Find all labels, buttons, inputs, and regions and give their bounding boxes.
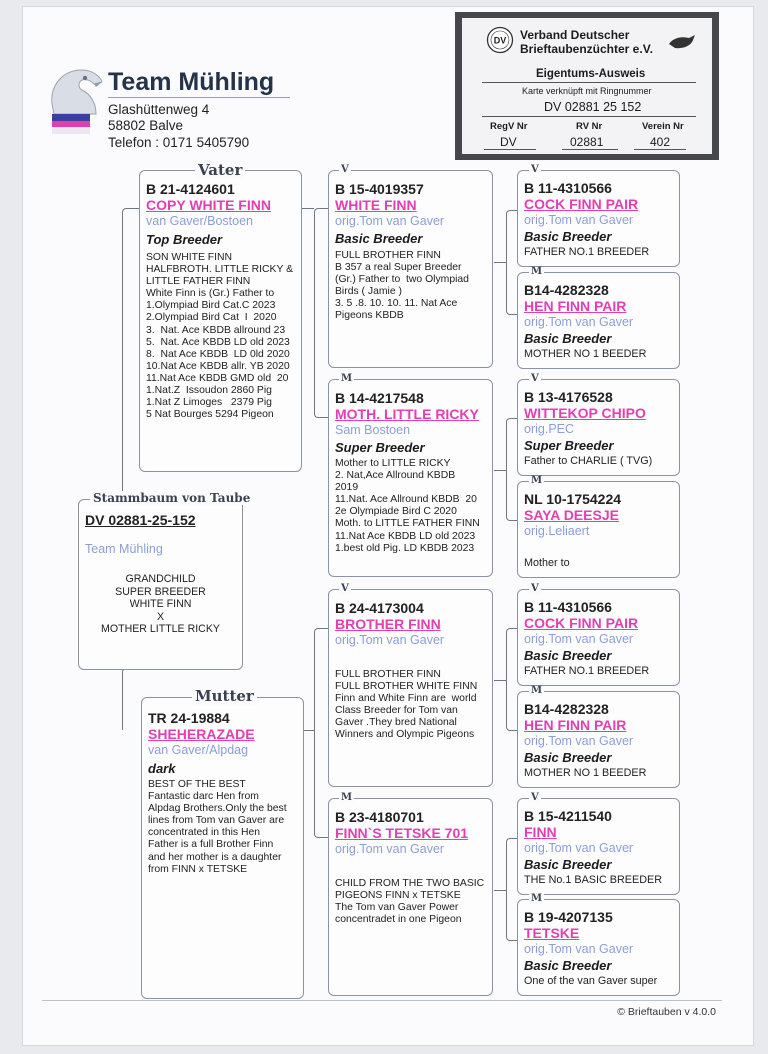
- ownership-card: [455, 12, 719, 160]
- pigeon-box-mmf: [517, 798, 680, 895]
- pigeon-remarks: One of the van Gaver super: [524, 975, 658, 987]
- female-symbol: M: [531, 266, 543, 277]
- ring-number: B 21-4124601: [146, 181, 235, 197]
- header-divider: [108, 97, 290, 98]
- pigeon-box-fff: [517, 170, 680, 267]
- pigeon-quality: Top Breeder: [146, 232, 223, 247]
- pigeon-remarks: MOTHER NO 1 BEEDER: [524, 348, 647, 360]
- pigeon-box-fmf: [517, 379, 680, 476]
- pigeon-quality: Basic Breeder: [524, 857, 612, 872]
- ring-number: B 19-4207135: [524, 909, 613, 925]
- address-street: Glashüttenweg 4: [108, 102, 210, 117]
- connector-line: [314, 628, 328, 838]
- ring-number: NL 10-1754224: [524, 491, 622, 507]
- pigeon-box-fm: [328, 379, 493, 577]
- male-symbol: V: [341, 164, 349, 175]
- pigeon-origin: orig.Tom van Gaver: [524, 734, 634, 748]
- pigeon-name: COCK FINN PAIR: [524, 615, 639, 631]
- pigeon-remarks: Father to CHARLIE ( TVG): [524, 455, 653, 467]
- pigeon-box-mm: [328, 798, 493, 996]
- pigeon-remarks: CHILD FROM THE TWO BASIC PIGEONS FINN x TETSKE The Tom van Gaver Power concentradet in one Pigeon: [335, 878, 485, 926]
- male-symbol: V: [531, 164, 539, 175]
- subject-ring-number: DV 02881-25-152: [85, 512, 196, 528]
- association-seal-icon: [486, 26, 514, 54]
- pigeon-origin: orig.Leliaert: [524, 524, 590, 538]
- connector-line: [494, 470, 506, 471]
- pigeon-quality: [335, 649, 486, 666]
- pigeon-box-mfm: [517, 691, 680, 788]
- association-name-line1: Verband Deutscher: [520, 28, 630, 42]
- connector-line: [494, 890, 506, 891]
- ring-number: B14-4282328: [524, 282, 609, 298]
- card-divider: [634, 149, 686, 150]
- subject-owner: Team Mühling: [85, 542, 163, 556]
- ring-number: B14-4282328: [524, 701, 609, 717]
- seal-text: DV: [493, 35, 507, 46]
- pigeon-remarks: MOTHER NO 1 BEEDER: [524, 767, 647, 779]
- pigeon-quality: Super Breeder: [524, 438, 614, 453]
- female-symbol: M: [531, 475, 543, 486]
- ring-number: B 11-4310566: [524, 180, 612, 196]
- female-symbol: M: [341, 792, 353, 803]
- connector-line: [302, 208, 314, 209]
- pigeon-name: WHITE FINN: [335, 197, 417, 213]
- pigeon-name: FINN: [524, 824, 557, 840]
- female-symbol: M: [341, 373, 353, 384]
- regv-value: DV: [500, 135, 517, 149]
- pigeon-box-fmm: [517, 481, 680, 578]
- pigeon-name: SHEHERAZADE: [148, 726, 255, 742]
- pigeon-remarks: FATHER NO.1 BREEDER: [524, 665, 650, 677]
- pigeon-name: WITTEKOP CHIPO: [524, 405, 646, 421]
- ring-number: TR 24-19884: [148, 710, 230, 726]
- pigeon-remarks: Mother to LITTLE RICKY 2. Nat,Ace Allround KBDB 2019 11.Nat. Ace Allround KBDB 20 2e Olympiade Bird C 2020 Moth. to LITTLE FATHER FINN 11.Nat Ace KBDB LD old 2023 1.best old Pig. LD KBDB 2023: [335, 458, 480, 554]
- pigeon-quality: Basic Breeder: [524, 958, 612, 973]
- mother-heading: Mutter: [192, 687, 257, 705]
- subject-remarks: GRANDCHILD SUPER BREEDER WHITE FINN X MOTHER LITTLE RICKY: [101, 573, 220, 636]
- pigeon-remarks: Mother to: [524, 557, 570, 569]
- female-symbol: M: [531, 685, 543, 696]
- pedigree-heading: Stammbaum von Taube: [90, 491, 253, 505]
- connector-line: [494, 680, 506, 681]
- pigeon-origin: orig.Tom van Gaver: [335, 633, 445, 647]
- ring-number: B 15-4211540: [524, 808, 612, 824]
- male-symbol: V: [341, 583, 349, 594]
- pigeon-origin: van Gaver/Bostoen: [146, 214, 254, 228]
- pigeon-name: HEN FINN PAIR: [524, 298, 627, 314]
- pigeon-box-ff: [328, 170, 493, 368]
- pigeon-name: COCK FINN PAIR: [524, 196, 639, 212]
- pigeon-name: BROTHER FINN: [335, 616, 441, 632]
- ring-number: B 11-4310566: [524, 599, 612, 615]
- rv-value: 02881: [570, 135, 604, 149]
- ring-number: B 14-4217548: [335, 390, 424, 406]
- pigeon-origin: Sam Bostoen: [335, 423, 411, 437]
- pigeon-quality: Basic Breeder: [524, 648, 612, 663]
- card-divider: [562, 149, 618, 150]
- pigeon-origin: van Gaver/Alpdag: [148, 743, 249, 757]
- pigeon-box-father: [139, 170, 302, 472]
- address-city: 58802 Balve: [108, 118, 184, 133]
- pigeon-box-mmm: [517, 899, 680, 996]
- pigeon-remarks: FATHER NO.1 BREEDER: [524, 246, 650, 258]
- pigeon-origin: orig.PEC: [524, 422, 575, 436]
- pigeon-origin: orig.Tom van Gaver: [524, 841, 634, 855]
- pigeon-origin: orig.Tom van Gaver: [524, 632, 634, 646]
- verein-label: Verein Nr: [642, 121, 684, 132]
- phone-number: Telefon : 0171 5405790: [108, 135, 250, 150]
- rv-label: RV Nr: [576, 121, 603, 132]
- pigeon-name: SAYA DEESJE: [524, 507, 619, 523]
- male-symbol: V: [531, 792, 539, 803]
- pigeon-name: TETSKE: [524, 925, 580, 941]
- card-ring-number: DV 02881 25 152: [544, 100, 642, 114]
- team-title: Team Mühling: [108, 68, 275, 96]
- pigeon-box-mff: [517, 589, 680, 686]
- card-divider: [482, 82, 696, 83]
- footer-copyright: © Brieftauben v 4.0.0: [617, 1006, 716, 1018]
- flag-icon: [52, 114, 90, 134]
- connector-line: [304, 730, 314, 731]
- association-name-line2: Brieftaubenzüchter e.V.: [520, 42, 653, 56]
- pigeon-origin: orig.Tom van Gaver: [524, 315, 634, 329]
- pigeon-name: HEN FINN PAIR: [524, 717, 627, 733]
- pigeon-box-mother: [141, 697, 304, 999]
- pigeon-remarks: FULL BROTHER FINN FULL BROTHER WHITE FINN Finn and White Finn are world Class Breeder for Tom van Gaver .They bred National Winners and Olympic Pigeons: [335, 669, 478, 741]
- pigeon-origin: orig.Tom van Gaver: [524, 942, 634, 956]
- pigeon-box-mf: [328, 589, 493, 787]
- male-symbol: V: [531, 373, 539, 384]
- pigeon-name: MOTH. LITTLE RICKY: [335, 406, 479, 422]
- pigeon-remarks: THE No.1 BASIC BREEDER: [524, 874, 662, 886]
- pigeon-quality: [524, 539, 673, 556]
- pigeon-quality: Super Breeder: [335, 440, 425, 455]
- pigeon-remarks: BEST OF THE BEST Fantastic darc Hen from Alpdag Brothers.Only the best lines from Tom van Gaver are concentrated in this Hen Father is a full Brother Finn and her mother is a daughter from FINN x TETSKE: [148, 779, 287, 875]
- pigeon-quality: Basic Breeder: [524, 750, 612, 765]
- connector-line: [314, 208, 328, 418]
- pigeon-name: FINN`S TETSKE 701: [335, 825, 469, 841]
- pigeon-origin: orig.Tom van Gaver: [335, 842, 445, 856]
- ring-number: B 15-4019357: [335, 181, 424, 197]
- card-divider: [482, 116, 696, 117]
- pigeon-quality: dark: [148, 761, 176, 776]
- father-heading: Vater: [195, 161, 245, 179]
- pigeon-quality: Basic Breeder: [335, 231, 423, 246]
- ring-number: B 24-4173004: [335, 600, 424, 616]
- connector-line: [122, 668, 141, 730]
- subject-pigeon-box: [78, 499, 243, 670]
- card-title: Eigentums-Ausweis: [536, 68, 646, 80]
- pigeon-quality: Basic Breeder: [524, 229, 612, 244]
- ring-number: B 13-4176528: [524, 389, 613, 405]
- regv-label: RegV Nr: [490, 121, 528, 132]
- female-symbol: M: [531, 893, 543, 904]
- card-divider: [484, 149, 536, 150]
- pigeon-remarks: SON WHITE FINN HALFBROTH. LITTLE RICKY & LITTLE FATHER FINN White Finn is (Gr.) Father to 1.Olympiad Bird Cat.C 2023 2.Olympiad Bird Cat I 2020 3. Nat. Ace KBDB allround 23 5. Nat. Ace KBDB LD old 2023 8. Nat Ace KBDB LD 0ld 2020 10.Nat Ace KBDB allr. YB 2020 11.Nat Ace KBDB GMD old 20 1.Nat.Z Issoudon 2860 Pig 1.Nat Z Limoges 2379 Pig 5 Nat Bourges 5294 Pigeon: [146, 252, 294, 421]
- pigeon-quality: Basic Breeder: [524, 331, 612, 346]
- pigeon-silhouette-icon: [667, 32, 697, 52]
- male-symbol: V: [531, 583, 539, 594]
- footer-divider: [42, 1000, 722, 1001]
- pigeon-box-ffm: [517, 272, 680, 369]
- pigeon-remarks: FULL BROTHER FINN B 357 a real Super Breeder (Gr.) Father to two Olympiad Birds ( Jamie ) 3. 5 .8. 10. 10. 11. Nat Ace Pigeons KBDB: [335, 250, 469, 322]
- pigeon-name: COPY WHITE FINN: [146, 197, 271, 213]
- card-subtitle: Karte verknüpft mit Ringnummer: [522, 86, 652, 96]
- connector-line: [494, 262, 506, 263]
- pigeon-origin: orig.Tom van Gaver: [335, 214, 445, 228]
- ring-number: B 23-4180701: [335, 809, 424, 825]
- verein-value: 402: [650, 135, 671, 149]
- pigeon-origin: orig.Tom van Gaver: [524, 213, 634, 227]
- pigeon-quality: [335, 858, 486, 875]
